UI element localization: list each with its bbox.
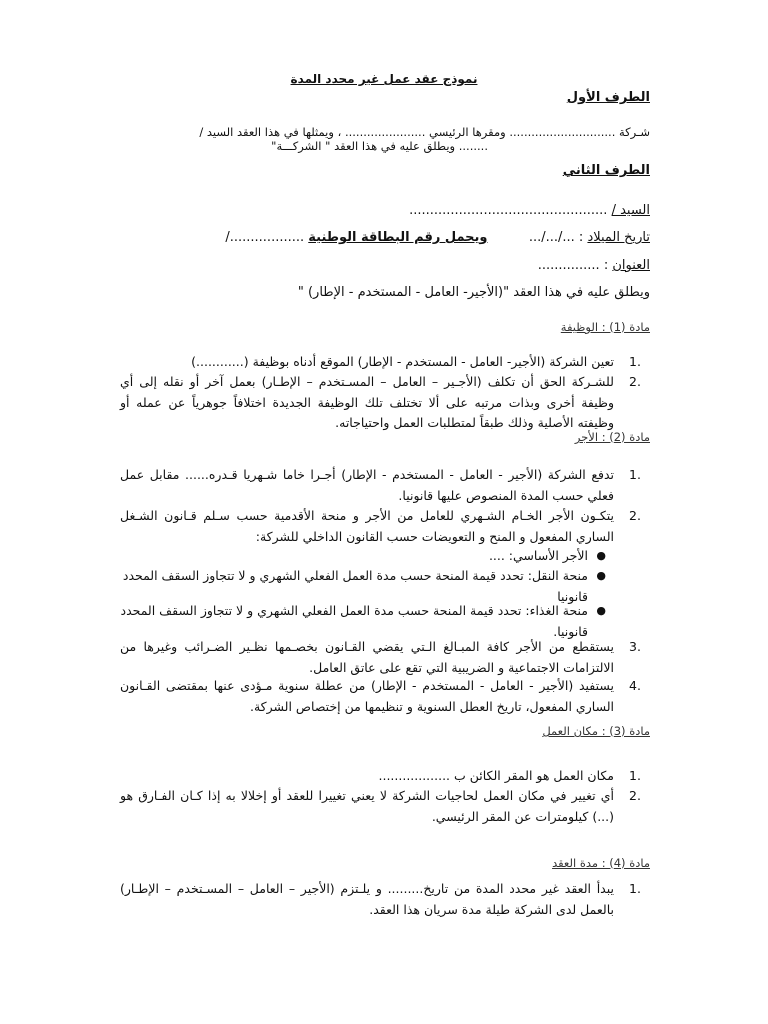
article2-bullet3 xyxy=(120,601,650,642)
party2-designation: ويطلق عليه في هذا العقد "(الأجير- العامل - المستخدم - الإطار) " xyxy=(297,285,650,300)
item-number: 1. xyxy=(629,881,641,896)
item-number: 2. xyxy=(629,374,641,389)
address-label: العنوان xyxy=(612,258,650,273)
article1-item2 xyxy=(120,372,650,434)
party2-heading: الطرف الثاني xyxy=(562,163,650,178)
item-text: يستقطع من الأجر كافة المبـالغ الـتي يقضي القـانون بخصـمها نظـير الضـرائب وغيرها من الالتزامات الاجتماعية و الضريبية التي تقع على عاتق العامل. xyxy=(120,639,614,675)
party2-dob-row xyxy=(225,230,650,245)
party2-address-row xyxy=(538,258,650,273)
article2-item2 xyxy=(120,506,650,547)
name-value: ................................................ xyxy=(409,203,608,218)
article4-item1 xyxy=(120,879,650,920)
article2-item4 xyxy=(120,676,650,717)
item-text: للشـركة الحق أن تكلف (الأجـير – العامل – المسـتخدم – الإطـار) بعمل آخر أو نقله إلى أي وظيفة أخرى وبذات مرتبه على ألا تختلف تلك الوظيفة الجديدة اختلافاً جوهرياً عن عمله أو وظيفته الأصلية وذلك طبقاً لمتطلبات العمل واحتياجاته. xyxy=(120,374,614,430)
id-label: ويحمل رقم البطاقة الوطنية xyxy=(308,230,488,245)
bullet-dot: ● xyxy=(596,549,606,562)
item-number: 3. xyxy=(629,639,641,654)
item-text: تدفع الشركة (الأجير - العامل - المستخدم - الإطار) أجـرا خاما شـهريا قـدره...... مقابل عمل فعلي حسب المدة المنصوص عليها قانونيا. xyxy=(120,467,614,503)
item-number: 2. xyxy=(629,508,641,523)
item-text: يستفيد (الأجير - العامل - المستخدم - الإطار) من عطلة سنوية مـؤدى عنها بمقتضى القـانون الساري المفعول، تاريخ العطل السنوية و تنظيمها من إختصاص الشركة. xyxy=(120,678,614,714)
address-value: : ............... xyxy=(537,258,609,273)
item-number: 1. xyxy=(629,768,641,783)
name-label: السيد / xyxy=(611,203,650,218)
article2-heading: مادة (2) : الأجر xyxy=(574,430,650,444)
article2-bullet1 xyxy=(120,546,650,567)
dob-value: : .../.../... xyxy=(528,230,584,245)
bullet-text: منحة النقل: تحدد قيمة المنحة حسب مدة العمل الفعلي الشهري و لا تتجاوز السقف المحدد قانونيا xyxy=(122,568,588,604)
bullet-text: الأجر الأساسي: .... xyxy=(488,548,588,563)
article2-item3 xyxy=(120,637,650,678)
item-number: 4. xyxy=(629,678,641,693)
article1-heading: مادة (1) : الوظيفة xyxy=(560,320,650,334)
bullet-dot: ● xyxy=(596,569,606,582)
article3-item1 xyxy=(120,766,650,787)
item-text: أي تغيير في مكان العمل لحاجيات الشركة لا يعني تغييرا للعقد أو إخلالا به إذا كـان الفـارق هو (...) كيلومترات عن المقر الرئيسي. xyxy=(120,788,614,824)
bullet-text: منحة الغذاء: تحدد قيمة المنحة حسب مدة العمل الفعلي الشهري و لا تتجاوز السقف المحدد قانونيا. xyxy=(120,603,588,639)
item-text: يتكـون الأجر الخـام الشـهري للعامل من الأجر و منحة الأقدمية حسب سـلم قـانون الشـغل الساري المفعول و المنح و التعويضات حسب القانون الداخلي للشركة: xyxy=(120,508,614,544)
item-text: مكان العمل هو المقر الكائن ب .................. xyxy=(378,768,614,783)
party1-heading: الطرف الأول xyxy=(566,90,650,105)
item-number: 1. xyxy=(629,467,641,482)
article3-heading: مادة (3) : مكان العمل xyxy=(542,724,650,738)
bullet-dot: ● xyxy=(596,604,606,617)
article4-heading: مادة (4) : مدة العقد xyxy=(552,856,650,870)
dob-label: تاريخ الميلاد xyxy=(587,230,650,245)
article3-item2 xyxy=(120,786,650,827)
item-text: تعين الشركة (الأجير- العامل - المستخدم - الإطار) الموقع أدناه بوظيفة (............) xyxy=(191,354,614,369)
id-value: ................../ xyxy=(225,230,305,245)
item-number: 1. xyxy=(629,354,641,369)
party1-line1: شـركة ............................. ومقرها الرئيسي ...................... ، ويمثلها في هذا العقد السيد / xyxy=(199,125,650,139)
party1-line2: ........ ويطلق عليه في هذا العقد " الشركـــة" xyxy=(271,139,488,153)
document-title: نموذج عقد عمل غير محدد المدة xyxy=(290,72,478,86)
party2-name-row xyxy=(409,203,650,218)
article2-item1 xyxy=(120,465,650,506)
item-text: يبدأ العقد غير محدد المدة من تاريخ......... و يلـتزم (الأجير – العامل – المسـتخدم – الإطـار) بالعمل لدى الشركة طيلة مدة سريان هذا العقد. xyxy=(120,881,614,917)
article1-item1 xyxy=(120,352,650,373)
item-number: 2. xyxy=(629,788,641,803)
